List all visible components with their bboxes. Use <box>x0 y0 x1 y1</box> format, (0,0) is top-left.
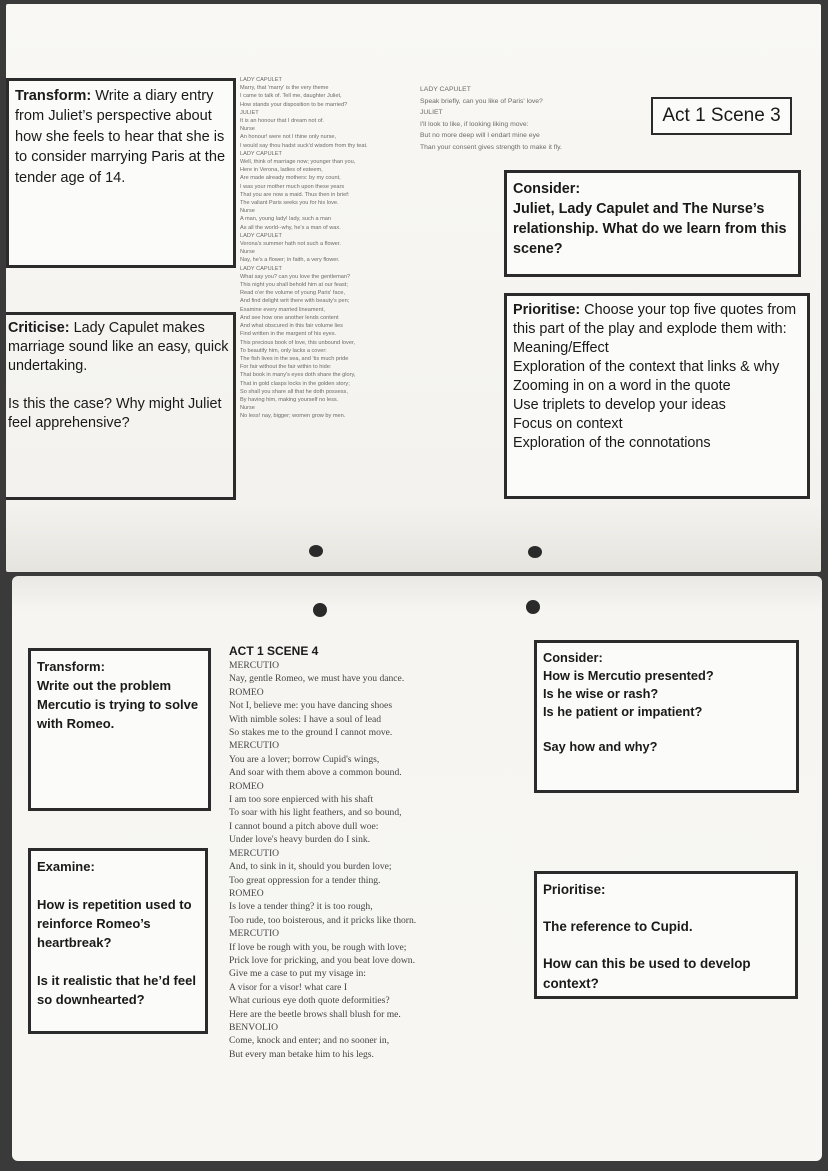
play-line: This night you shall behold him at our feast; <box>240 282 348 289</box>
play-line: Are made already mothers: by my count, <box>240 175 341 182</box>
play-line: You are a lover; borrow Cupid's wings, <box>229 753 380 765</box>
play-line: As all the world--why, he's a man of wax. <box>240 224 341 231</box>
play-line: A man, young lady! lady, such a man <box>240 216 332 223</box>
prioritise-list <box>513 339 801 453</box>
play-line: ROMEO <box>229 780 264 792</box>
scene3-play-text-left <box>240 76 368 421</box>
play-line: Under love's heavy burden do I sink. <box>229 834 371 846</box>
examine-q2: Is it realistic that he’d feel so downhearted? <box>37 973 196 1007</box>
prioritise-heading: Prioritise: <box>513 302 581 318</box>
play-line: ROMEO <box>229 686 264 698</box>
play-line: Here in Verona, ladies of esteem, <box>240 167 323 174</box>
play-line: Nurse <box>240 405 255 412</box>
play-line: And soar with them above a common bound. <box>229 767 402 779</box>
play-line: Nurse <box>240 208 255 215</box>
play-line: LADY CAPULET <box>420 86 471 93</box>
prioritise-intro: Choose your top five quotes from this part of the play and explode them with: <box>513 302 797 337</box>
consider-q2: Is he wise or rash? <box>543 686 659 701</box>
criticise-line2: Is this the case? Why might Juliet feel apprehensive? <box>8 396 222 431</box>
consider-task-box-scene4 <box>534 640 799 793</box>
consider-heading: Consider: <box>543 650 603 665</box>
consider-heading: Consider: <box>513 181 581 197</box>
punch-hole <box>528 546 542 558</box>
play-line: Speak briefly, can you like of Paris' love? <box>420 97 543 105</box>
transform-task-box-scene4 <box>28 648 211 811</box>
play-line: Not I, believe me: you have dancing shoes <box>229 700 393 712</box>
transform-body: Write a diary entry from Juliet’s perspective about how she feels to hear that she is to consider marrying Paris at the tender age of 14. <box>15 88 226 186</box>
play-line: It is an honour that I dream not of. <box>240 118 324 125</box>
play-line: I cannot bound a pitch above dull woe: <box>229 820 379 832</box>
prioritise-q2: How can this be used to develop context? <box>543 956 751 991</box>
prioritise-item: Use triplets to develop your ideas <box>513 397 726 413</box>
punch-hole <box>309 545 323 557</box>
play-line: No less! nay, bigger; women grow by men. <box>240 413 346 420</box>
act-label-box <box>651 97 792 135</box>
criticise-task-box <box>6 312 236 500</box>
prioritise-item: Meaning/Effect <box>513 340 609 356</box>
play-line: Examine every married lineament, <box>240 306 325 313</box>
punch-hole <box>313 603 327 617</box>
criticise-line1: Lady Capulet makes marriage sound like an easy, quick undertaking. <box>8 320 229 374</box>
play-line: I am too sore enpierced with his shaft <box>229 794 374 806</box>
play-line: JULIET <box>420 109 443 117</box>
prioritise-task-box <box>504 293 810 499</box>
consider-q1: How is Mercutio presented? <box>543 668 714 683</box>
play-line: And find delight writ there with beauty's pen; <box>240 298 350 305</box>
play-line: That book in many's eyes doth share the glory, <box>240 372 356 379</box>
play-line: Than your consent gives strength to make it fly. <box>420 143 562 151</box>
play-line: Is love a tender thing? it is too rough, <box>229 901 373 913</box>
play-line: But no more deep will I endart mine eye <box>420 132 540 140</box>
play-line: For fair without the fair within to hide: <box>240 364 332 371</box>
punch-hole <box>526 600 540 614</box>
play-line: How stands your disposition to be married? <box>240 101 348 108</box>
transform-heading: Transform: <box>15 88 92 104</box>
play-line: Verona's summer hath not such a flower. <box>240 241 341 248</box>
consider-task-box <box>504 170 801 277</box>
play-line: JULIET <box>240 109 259 116</box>
play-line: LADY CAPULET <box>240 265 282 272</box>
prioritise-q1: The reference to Cupid. <box>543 919 693 934</box>
play-line: Find written in the margent of his eyes. <box>240 331 337 338</box>
play-line: Nurse <box>240 126 255 133</box>
play-line: Here are the beetle brows shall blush for me. <box>229 1008 401 1020</box>
play-line: An honour! were not I thine only nurse, <box>240 134 337 141</box>
scene4-play-text <box>229 659 416 1061</box>
prioritise-task-box-scene4 <box>534 871 798 999</box>
play-line: But every man betake him to his legs. <box>229 1048 374 1060</box>
play-line: If love be rough with you, be rough with love; <box>229 941 407 953</box>
play-line: What curious eye doth quote deformities? <box>229 995 390 1007</box>
play-line: Nurse <box>240 249 255 256</box>
transform-body: Write out the problem Mercutio is trying to solve with Romeo. <box>37 678 199 731</box>
play-line: By having him, making yourself no less. <box>240 396 339 403</box>
play-line: I came to talk of. Tell me, daughter Juliet, <box>240 93 342 100</box>
play-line: That you are now a maid. Thus then in brief: <box>240 191 350 198</box>
examine-task-box <box>28 848 208 1034</box>
transform-heading: Transform: <box>37 659 105 674</box>
play-line: I would say thou hadst suck'd wisdom from thy teat. <box>240 142 368 149</box>
play-line: This precious book of love, this unbound lover, <box>240 339 356 346</box>
play-line: I was your mother much upon these years <box>240 183 345 190</box>
play-line: So shall you share all that he doth possess, <box>240 388 348 395</box>
play-line: BENVOLIO <box>229 1021 279 1033</box>
play-line: Come, knock and enter; and no sooner in, <box>229 1035 390 1047</box>
prioritise-item: Exploration of the connotations <box>513 435 711 451</box>
scene3-play-text-right <box>420 84 562 154</box>
examine-heading: Examine: <box>37 859 95 874</box>
play-line: MERCUTIO <box>229 847 280 859</box>
play-line: What say you? can you love the gentleman? <box>240 273 351 280</box>
criticise-heading: Criticise: <box>8 320 70 336</box>
play-line: LADY CAPULET <box>240 77 282 83</box>
play-line: Read o'er the volume of young Paris' face, <box>240 290 346 297</box>
play-line: The valiant Paris seeks you for his love. <box>240 200 339 207</box>
play-line: LADY CAPULET <box>240 150 282 157</box>
play-line: That in gold clasps locks in the golden story; <box>240 380 350 387</box>
play-line: I'll look to like, if looking liking move: <box>420 120 529 128</box>
scene4-title: ACT 1 SCENE 4 <box>229 644 319 658</box>
play-line: LADY CAPULET <box>240 232 282 239</box>
play-line: MERCUTIO <box>229 660 280 671</box>
play-line: Well, think of marriage now; younger than you, <box>240 159 356 166</box>
play-line: So stakes me to the ground I cannot move. <box>229 727 393 739</box>
play-line: MERCUTIO <box>229 928 280 940</box>
play-line: To soar with his light feathers, and so bound, <box>229 807 402 819</box>
play-line: And what obscured in this fair volume lies <box>240 323 343 330</box>
consider-q4: Say how and why? <box>543 739 658 754</box>
play-line: Too rude, too boisterous, and it pricks like thorn. <box>229 914 417 926</box>
play-line: Marry, that 'marry' is the very theme <box>240 85 329 92</box>
play-line: Prick love for pricking, and you beat love down. <box>229 954 415 966</box>
prioritise-item: Zooming in on a word in the quote <box>513 378 731 394</box>
prioritise-item: Focus on context <box>513 416 623 432</box>
consider-body: Juliet, Lady Capulet and The Nurse’s relationship. What do we learn from this scene? <box>513 201 787 257</box>
play-line: Give me a case to put my visage in: <box>229 968 366 980</box>
play-line: Too great oppression for a tender thing. <box>229 874 381 886</box>
play-line: And, to sink in it, should you burden love; <box>229 861 392 873</box>
consider-q3: Is he patient or impatient? <box>543 704 703 719</box>
act-label: Act 1 Scene 3 <box>662 105 781 126</box>
transform-task-box <box>6 78 236 268</box>
play-line: A visor for a visor! what care I <box>229 981 348 993</box>
play-line: And see how one another lends content <box>240 314 339 321</box>
play-line: MERCUTIO <box>229 740 280 752</box>
prioritise-item: Exploration of the context that links & why <box>513 359 780 375</box>
examine-q1: How is repetition used to reinforce Romeo’s heartbreak? <box>37 897 192 950</box>
play-line: The fish lives in the sea, and 'tis much pride <box>240 355 349 362</box>
play-line: Nay, gentle Romeo, we must have you dance. <box>229 673 405 685</box>
play-line: ROMEO <box>229 887 264 899</box>
prioritise-heading: Prioritise: <box>543 882 606 897</box>
play-line: Nay, he's a flower; in faith, a very flower. <box>240 257 340 264</box>
play-line: To beautify him, only lacks a cover: <box>240 347 327 354</box>
play-line: With nimble soles: I have a soul of lead <box>229 713 382 725</box>
